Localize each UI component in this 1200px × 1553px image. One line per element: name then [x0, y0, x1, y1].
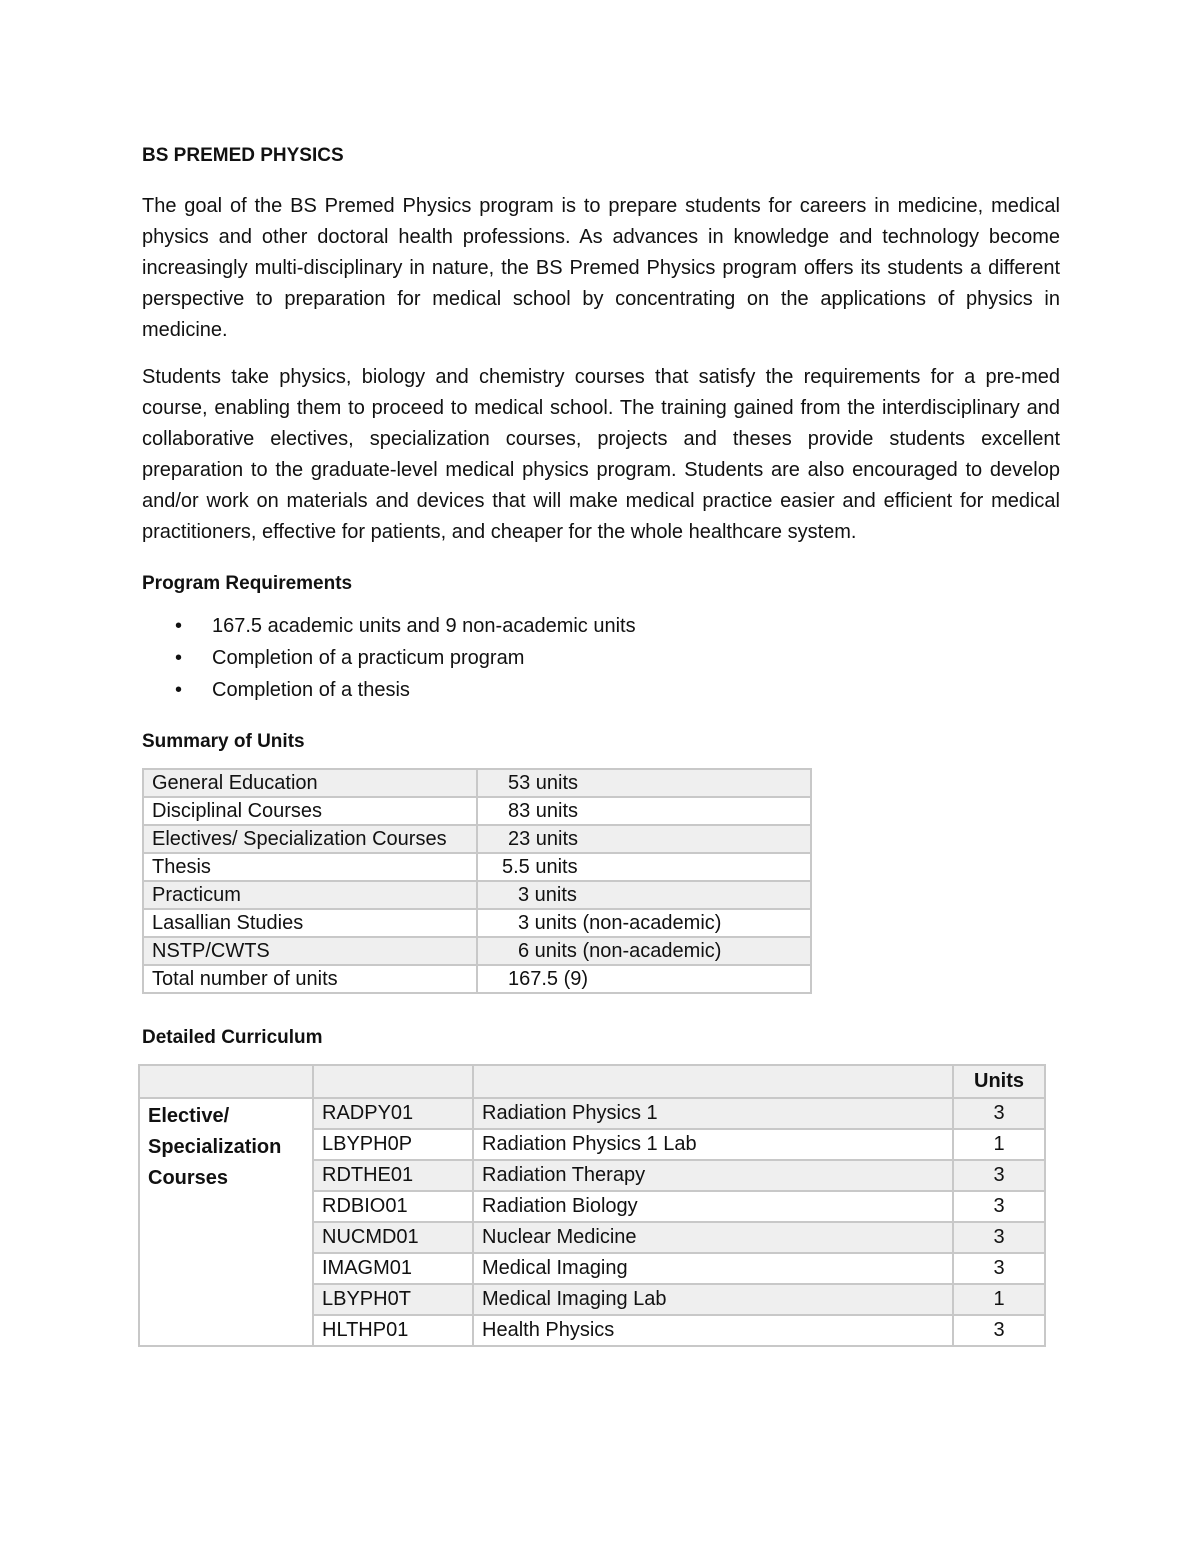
summary-label: Total number of units — [143, 965, 477, 993]
summary-value: 53 units — [477, 769, 811, 797]
intro-paragraph-2: Students take physics, biology and chemistry courses that satisfy the requirements for a pre-med course, enabling them to proceed to medical school. The training gained from the interdisciplinary and collaborative electives, specialization courses, projects and theses provide students excellent preparation to the graduate-level medical physics program. Students are also encouraged to develop and/or work on materials and devices that will make medical practice easier and efficient for medical practitioners, effective for patients, and cheaper for the whole healthcare system. — [142, 366, 1060, 543]
summary-label: Disciplinal Courses — [143, 797, 477, 825]
requirements-list — [142, 610, 1060, 706]
requirements-heading: Program Requirements — [142, 573, 353, 594]
units-column-header: Units — [953, 1065, 1045, 1098]
summary-value: 3 units (non-academic) — [477, 909, 811, 937]
course-code: LBYPH0P — [313, 1129, 473, 1160]
summary-heading: Summary of Units — [142, 731, 305, 752]
curriculum-heading: Detailed Curriculum — [142, 1027, 323, 1048]
document-page — [142, 140, 1060, 1347]
category-line: Specialization — [148, 1136, 282, 1158]
course-units: 3 — [953, 1253, 1045, 1284]
course-code: RDTHE01 — [313, 1160, 473, 1191]
table-row — [143, 937, 811, 965]
table-row — [143, 881, 811, 909]
table-row — [139, 1098, 1045, 1129]
summary-value: 3 units — [477, 881, 811, 909]
course-code: NUCMD01 — [313, 1222, 473, 1253]
list-item: • Completion of a thesis — [142, 674, 1060, 706]
summary-label: Thesis — [143, 853, 477, 881]
summary-value: 167.5 (9) — [477, 965, 811, 993]
course-code: RDBIO01 — [313, 1191, 473, 1222]
table-row — [143, 909, 811, 937]
course-code: LBYPH0T — [313, 1284, 473, 1315]
summary-label: General Education — [143, 769, 477, 797]
intro-paragraph-1: The goal of the BS Premed Physics program is to prepare students for careers in medicine, medical physics and other doctoral health professions. As advances in knowledge and technology become increasingly multi-disciplinary in nature, the BS Premed Physics program offers its students a different perspective to preparation for medical school by concentrating on the applications of physics in medicine. — [142, 195, 1060, 341]
summary-value: 6 units (non-academic) — [477, 937, 811, 965]
category-line: Courses — [148, 1167, 229, 1189]
course-units: 3 — [953, 1160, 1045, 1191]
summary-table — [142, 768, 812, 994]
list-item: • Completion of a practicum program — [142, 642, 1060, 674]
course-units: 3 — [953, 1222, 1045, 1253]
table-row — [143, 769, 811, 797]
category-line: Elective/ — [148, 1105, 230, 1127]
course-code: HLTHP01 — [313, 1315, 473, 1346]
course-code: RADPY01 — [313, 1098, 473, 1129]
course-name: Health Physics — [473, 1315, 953, 1346]
page-title: BS PREMED PHYSICS — [142, 145, 344, 166]
summary-value: 5.5 units — [477, 853, 811, 881]
summary-label: NSTP/CWTS — [143, 937, 477, 965]
summary-label: Lasallian Studies — [143, 909, 477, 937]
table-row — [143, 853, 811, 881]
course-code: IMAGM01 — [313, 1253, 473, 1284]
course-name: Medical Imaging — [473, 1253, 953, 1284]
course-units: 3 — [953, 1191, 1045, 1222]
course-units: 1 — [953, 1284, 1045, 1315]
course-name: Radiation Therapy — [473, 1160, 953, 1191]
curriculum-table — [138, 1064, 1046, 1347]
course-name: Medical Imaging Lab — [473, 1284, 953, 1315]
summary-value: 83 units — [477, 797, 811, 825]
course-units: 3 — [953, 1315, 1045, 1346]
table-row — [143, 825, 811, 853]
summary-label: Practicum — [143, 881, 477, 909]
summary-label: Electives/ Specialization Courses — [143, 825, 477, 853]
course-units: 1 — [953, 1129, 1045, 1160]
list-item: • 167.5 academic units and 9 non-academic units — [142, 610, 1060, 642]
course-name: Nuclear Medicine — [473, 1222, 953, 1253]
course-name: Radiation Biology — [473, 1191, 953, 1222]
course-name: Radiation Physics 1 Lab — [473, 1129, 953, 1160]
course-units: 3 — [953, 1098, 1045, 1129]
table-row — [143, 797, 811, 825]
table-header-row — [139, 1065, 1045, 1098]
table-row — [143, 965, 811, 993]
summary-value: 23 units — [477, 825, 811, 853]
course-name: Radiation Physics 1 — [473, 1098, 953, 1129]
category-cell — [139, 1098, 313, 1346]
